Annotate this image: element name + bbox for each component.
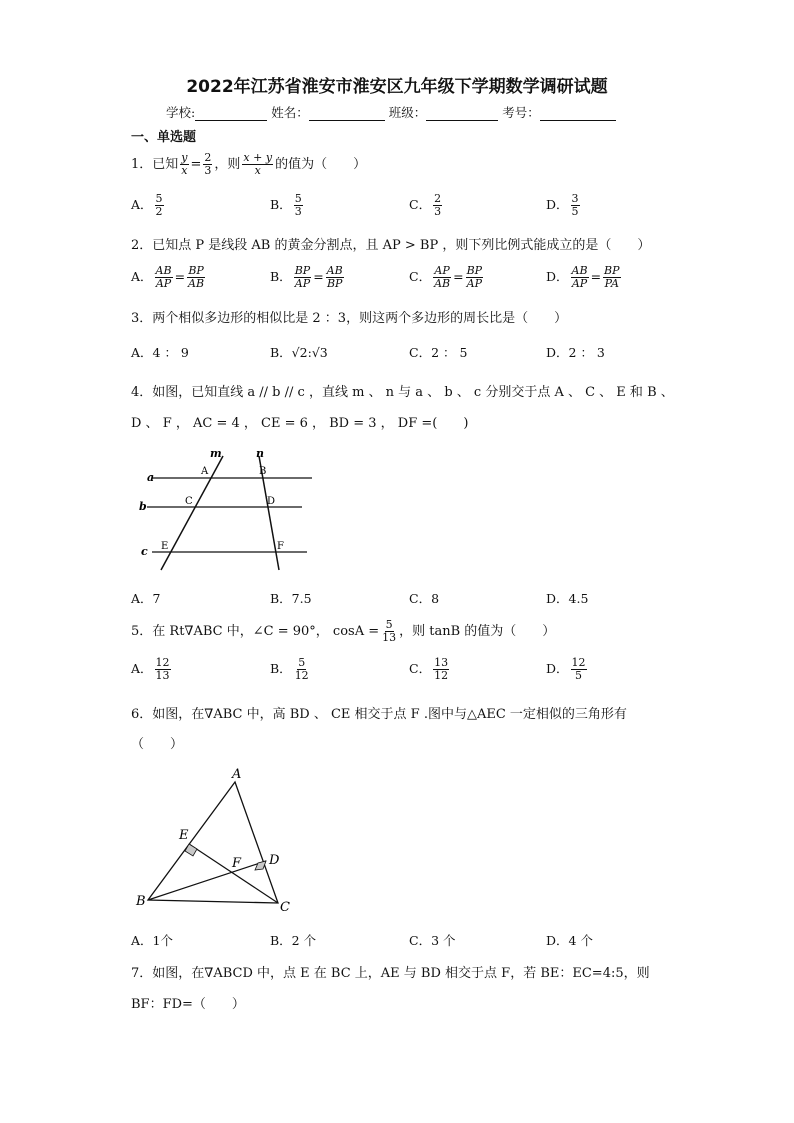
- line-m: [161, 456, 223, 570]
- question-4-line-2: D 、 F ， AC = 4 ， CE = 6 ， BD = 3 ， DF =( ): [131, 416, 469, 431]
- q5-option-d[interactable]: D． $\frac{12}{5}$: [546, 656, 586, 682]
- name-label: 姓名：: [271, 105, 309, 120]
- q2-option-d[interactable]: D． $\frac{AB}{AP}$ = $\frac{BP}{PA}$: [546, 264, 620, 290]
- label-a: a: [147, 471, 155, 484]
- q1-eq: =: [190, 157, 202, 172]
- q5-option-c[interactable]: C． $\frac{13}{12}$: [409, 656, 449, 682]
- q3-option-d[interactable]: D．2 ： 3: [546, 345, 605, 360]
- q1-frac-xyx: $\frac{x + y}{x}$: [243, 151, 273, 177]
- label-n: n: [256, 447, 264, 460]
- question-6-line-1: 6．如图，在∇ABC 中，高 BD 、 CE 相交于点 F .图中与△AEC 一定相似的三角形有: [131, 707, 627, 722]
- question-3: 3．两个相似多边形的相似比是 2 ：3，则这两个多边形的周长比是（ ）: [131, 311, 568, 326]
- vertex-c-label: C: [280, 900, 290, 915]
- exam-no-label: 考号：: [502, 105, 540, 120]
- question-5: [131, 619, 555, 644]
- page-title: 2022年江苏省淮安市淮安区九年级下学期数学调研试题: [186, 77, 608, 97]
- q5-frac: $\frac{5}{13}$: [382, 618, 397, 644]
- right-angle-e: [185, 844, 197, 856]
- point-f-label: F: [277, 541, 284, 552]
- q3-option-b[interactable]: B．√2:√3: [270, 345, 328, 360]
- q1-frac-yx: $\frac{y}{x}$: [181, 151, 188, 177]
- q6-triangle-figure: [130, 763, 300, 922]
- question-7-line-2: BF：FD=（ ）: [131, 997, 245, 1012]
- point-a-label: A: [201, 466, 209, 477]
- q4-option-d[interactable]: D．4.5: [546, 591, 589, 606]
- question-4-line-1: 4．如图，已知直线 a // b // c ，直线 m 、 n 与 a 、 b 、 c 分别交于点 A 、 C 、 E 和 B 、: [131, 385, 674, 400]
- altitude-ce: [189, 844, 278, 903]
- point-b-label: B: [259, 466, 267, 477]
- section-heading: 一、单选题: [131, 130, 197, 145]
- q5-option-a[interactable]: A． $\frac{12}{13}$: [131, 656, 170, 682]
- q5-prefix: 5．在 Rt∇ABC 中，∠C = 90°， cosA =: [131, 624, 380, 639]
- q5-option-b[interactable]: B． $\frac{5}{12}$: [270, 656, 309, 682]
- class-label: 班级：: [388, 105, 427, 120]
- q6-option-b[interactable]: B．2 个: [270, 933, 317, 948]
- altitude-bd: [148, 861, 266, 900]
- student-info-row: [166, 103, 616, 121]
- q4-parallel-lines-figure: [132, 446, 332, 580]
- point-c-label: C: [185, 496, 193, 507]
- q2-option-c[interactable]: C． $\frac{AP}{AB}$ = $\frac{BP}{AP}$: [409, 264, 483, 290]
- q1-mid: ，则: [214, 157, 241, 172]
- q6-option-d[interactable]: D．4 个: [546, 933, 593, 948]
- q1-option-a[interactable]: A． $\frac{5}{2}$: [131, 192, 163, 218]
- right-angle-d: [255, 861, 266, 870]
- point-e-label: E: [179, 828, 189, 843]
- q1-prefix: 1．已知: [131, 157, 179, 172]
- point-f-label: F: [232, 856, 242, 871]
- q1-suffix: 的值为（ ）: [275, 157, 367, 172]
- question-7-line-1: 7．如图，在∇ABCD 中，点 E 在 BC 上，AE 与 BD 相交于点 F，若 BE：EC=4:5，则: [131, 966, 650, 981]
- q6-option-c[interactable]: C．3 个: [409, 933, 456, 948]
- q6-option-a[interactable]: A．1个: [131, 933, 173, 948]
- q2-option-a[interactable]: A． $\frac{AB}{AP}$ = $\frac{BP}{AB}$: [131, 264, 205, 290]
- q3-option-a[interactable]: A．4 ： 9: [131, 345, 189, 360]
- name-blank[interactable]: [309, 108, 385, 121]
- vertex-b-label: B: [136, 894, 146, 909]
- school-label: 学校:: [166, 105, 196, 120]
- question-1: [131, 152, 366, 177]
- exam-no-blank[interactable]: [540, 108, 616, 121]
- q3-option-c[interactable]: C．2 ： 5: [409, 345, 468, 360]
- q5-suffix: ，则 tanB 的值为（ ）: [399, 624, 556, 639]
- q2-option-b[interactable]: B． $\frac{BP}{AP}$ = $\frac{AB}{BP}$: [270, 264, 343, 290]
- point-e-label: E: [161, 541, 169, 552]
- question-2: 2．已知点 P 是线段 AB 的黄金分割点，且 AP > BP ，则下列比例式能成立的是（ ）: [131, 238, 651, 253]
- class-blank[interactable]: [426, 108, 498, 121]
- vertex-a-label: A: [232, 767, 242, 782]
- label-b: b: [139, 500, 147, 513]
- q1-option-c[interactable]: C． $\frac{2}{3}$: [409, 192, 442, 218]
- point-d-label: D: [267, 496, 276, 507]
- school-blank[interactable]: [195, 108, 267, 121]
- q4-option-c[interactable]: C．8: [409, 591, 440, 606]
- label-c: c: [141, 545, 148, 558]
- point-d-label: D: [269, 853, 280, 868]
- question-6-line-2: （ ）: [131, 737, 184, 752]
- q4-option-b[interactable]: B．7.5: [270, 591, 312, 606]
- q4-option-a[interactable]: A．7: [131, 591, 161, 606]
- q1-option-d[interactable]: D． $\frac{3}{5}$: [546, 192, 579, 218]
- triangle-abc: [148, 782, 278, 903]
- q1-option-b[interactable]: B． $\frac{5}{3}$: [270, 192, 302, 218]
- q1-frac-23: $\frac{2}{3}$: [204, 151, 212, 177]
- label-m: m: [210, 447, 222, 460]
